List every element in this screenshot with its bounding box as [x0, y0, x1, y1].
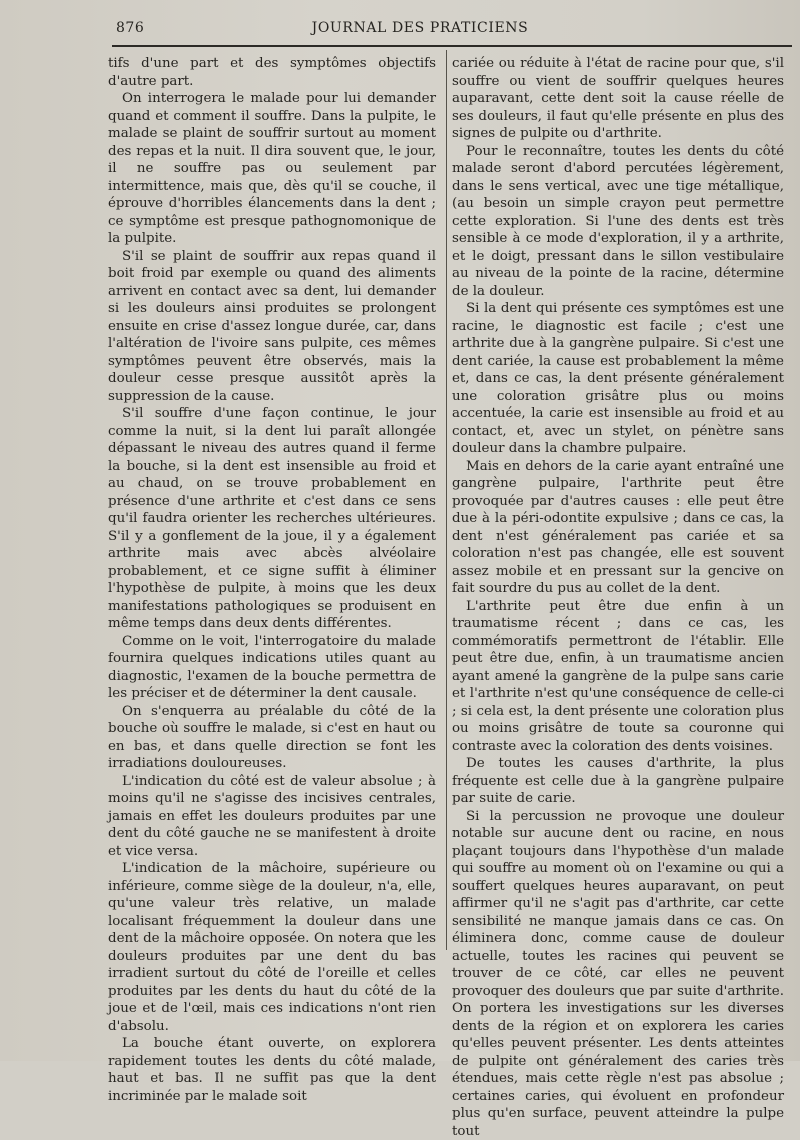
- right-column: [452, 55, 784, 1140]
- paragraph: S'il souffre d'une façon continue, le jour comme la nuit, si la dent lui paraît allongée dépassant le niveau des autres quand il ferme la bouche, si la dent est insensible au froid et au chaud, on se trouve probablement en présence d'une arthrite et c'est dans ce sens qu'il faudra orienter les recherches ultérieures. S'il y a gonflement de la joue, il y a également arthrite mais avec abcès alvéolaire probablement, et ce signe suffit à éliminer l'hypothèse de pulpite, à moins que les deux manifestations pathologiques se produisent en même temps dans deux dents différentes.: [108, 405, 436, 633]
- left-column: [108, 55, 436, 1105]
- paragraph: On interrogera le malade pour lui demander quand et comment il souffre. Dans la pulpite, le malade se plaint de souffrir surtout au moment des repas et la nuit. Il dira souvent que, le jour, il ne souffre pas ou seulement par intermittence, mais que, dès qu'il se couche, il éprouve d'horribles élancements dans la dent ; ce symptôme est presque pathognomonique de la pulpite.: [108, 90, 436, 248]
- paragraph: Comme on le voit, l'interrogatoire du malade fournira quelques indications utiles quant au diagnostic, l'examen de la bouche permettra de les préciser et de déterminer la dent causale.: [108, 633, 436, 703]
- paragraph: Si la dent qui présente ces symptômes est une racine, le diagnostic est facile ; c'est une arthrite due à la gangrène pulpaire. Si c'est une dent cariée, la cause est probablement la même et, dans ce cas, la dent présente généralement une coloration grisâtre plus ou moins accentuée, la carie est insensible au froid et au contact, et, avec un stylet, on pénètre sans douleur dans la chambre pulpaire.: [452, 300, 784, 458]
- paragraph: Pour le reconnaître, toutes les dents du côté malade seront d'abord percutées légèrement, dans le sens vertical, avec une tige métallique, (au besoin un simple crayon peut permettre cette exploration. Si l'une des dents est très sensible à ce mode d'exploration, il y a arthrite, et le doigt, pressant dans le sillon vestibulaire au niveau de la pointe de la racine, détermine de la douleur.: [452, 143, 784, 301]
- paragraph: L'arthrite peut être due enfin à un traumatisme récent ; dans ce cas, les commémoratifs permettront de l'établir. Elle peut être due, enfin, à un traumatisme ancien ayant amené la gangrène de la pulpe sans carie et l'arthrite n'est qu'une conséquence de celle-ci ; si cela est, la dent présente une coloration plus ou moins grisâtre de toute sa couronne qui contraste avec la coloration des dents voisines.: [452, 598, 784, 756]
- paragraph: De toutes les causes d'arthrite, la plus fréquente est celle due à la gangrène pulpaire par suite de carie.: [452, 755, 784, 808]
- paragraph: cariée ou réduite à l'état de racine pour que, s'il souffre ou vient de souffrir quelques heures auparavant, cette dent soit la cause réelle de ses douleurs, il faut qu'elle présente en plus des signes de pulpite ou d'arthrite.: [452, 55, 784, 143]
- page-header: [0, 14, 800, 40]
- paragraph: On s'enquerra au préalable du côté de la bouche où souffre le malade, si c'est en haut ou en bas, et dans quelle direction se font les irradiations douloureuses.: [108, 703, 436, 773]
- paragraph: Si la percussion ne provoque une douleur notable sur aucune dent ou racine, en nous plaçant toujours dans l'hypothèse d'un malade qui souffre au moment où on l'examine ou qui a souffert quelques heures auparavant, on peut affirmer qu'il ne s'agit pas d'arthrite, car cette sensibilité ne manque jamais dans ce cas. On éliminera donc, comme cause de douleur actuelle, toutes les racines qui peuvent se trouver de ce côté, car elles ne peuvent provoquer des douleurs que par suite d'arthrite. On portera les investigations sur les diverses dents de la région et on explorera les caries qu'elles peuvent présenter. Les dents atteintes de pulpite ont généralement des caries très étendues, mais cette règle n'est pas absolue ; certaines caries, qui évoluent en profondeur plus qu'en surface, peuvent atteindre la pulpe tout: [452, 808, 784, 1140]
- paragraph: L'indication du côté est de valeur absolue ; à moins qu'il ne s'agisse des incisives centrales, jamais en effet les douleurs produites par une dent du côté gauche ne se manifestent à droite et vice versa.: [108, 773, 436, 861]
- column-divider: [446, 50, 447, 950]
- paragraph: La bouche étant ouverte, on explorera rapidement toutes les dents du côté malade, haut et bas. Il ne suffit pas que la dent incriminée par le malade soit: [108, 1035, 436, 1105]
- header-rule: [112, 45, 792, 47]
- paragraph: tifs d'une part et des symptômes objectifs d'autre part.: [108, 55, 436, 90]
- page-number: 876: [116, 20, 144, 36]
- paragraph: Mais en dehors de la carie ayant entraîné une gangrène pulpaire, l'arthrite peut être provoquée par d'autres causes : elle peut être due à la péri-odontite expulsive ; dans ce cas, la dent n'est généralement pas cariée et sa coloration n'est pas changée, elle est souvent assez mobile et en pressant sur la gencive on fait sourdre du pus au collet de la dent.: [452, 458, 784, 598]
- running-title: JOURNAL DES PRATICIENS: [0, 20, 800, 36]
- paragraph: L'indication de la mâchoire, supérieure ou inférieure, comme siège de la douleur, n'a, elle, qu'une valeur très relative, un malade localisant fréquemment la douleur dans une dent de la mâchoire opposée. On notera que les douleurs produites par une dent du bas irradient surtout du côté de l'oreille et celles produites par les dents du haut du côté de la joue et de l'œil, mais ces indications n'ont rien d'absolu.: [108, 860, 436, 1035]
- paragraph: S'il se plaint de souffrir aux repas quand il boit froid par exemple ou quand des aliments arrivent en contact avec sa dent, lui demander si les douleurs ainsi produites se prolongent ensuite en crise d'assez longue durée, car, dans l'altération de l'ivoire sans pulpite, ces mêmes symptômes peuvent être observés, mais la douleur cesse presque aussitôt après la suppression de la cause.: [108, 248, 436, 406]
